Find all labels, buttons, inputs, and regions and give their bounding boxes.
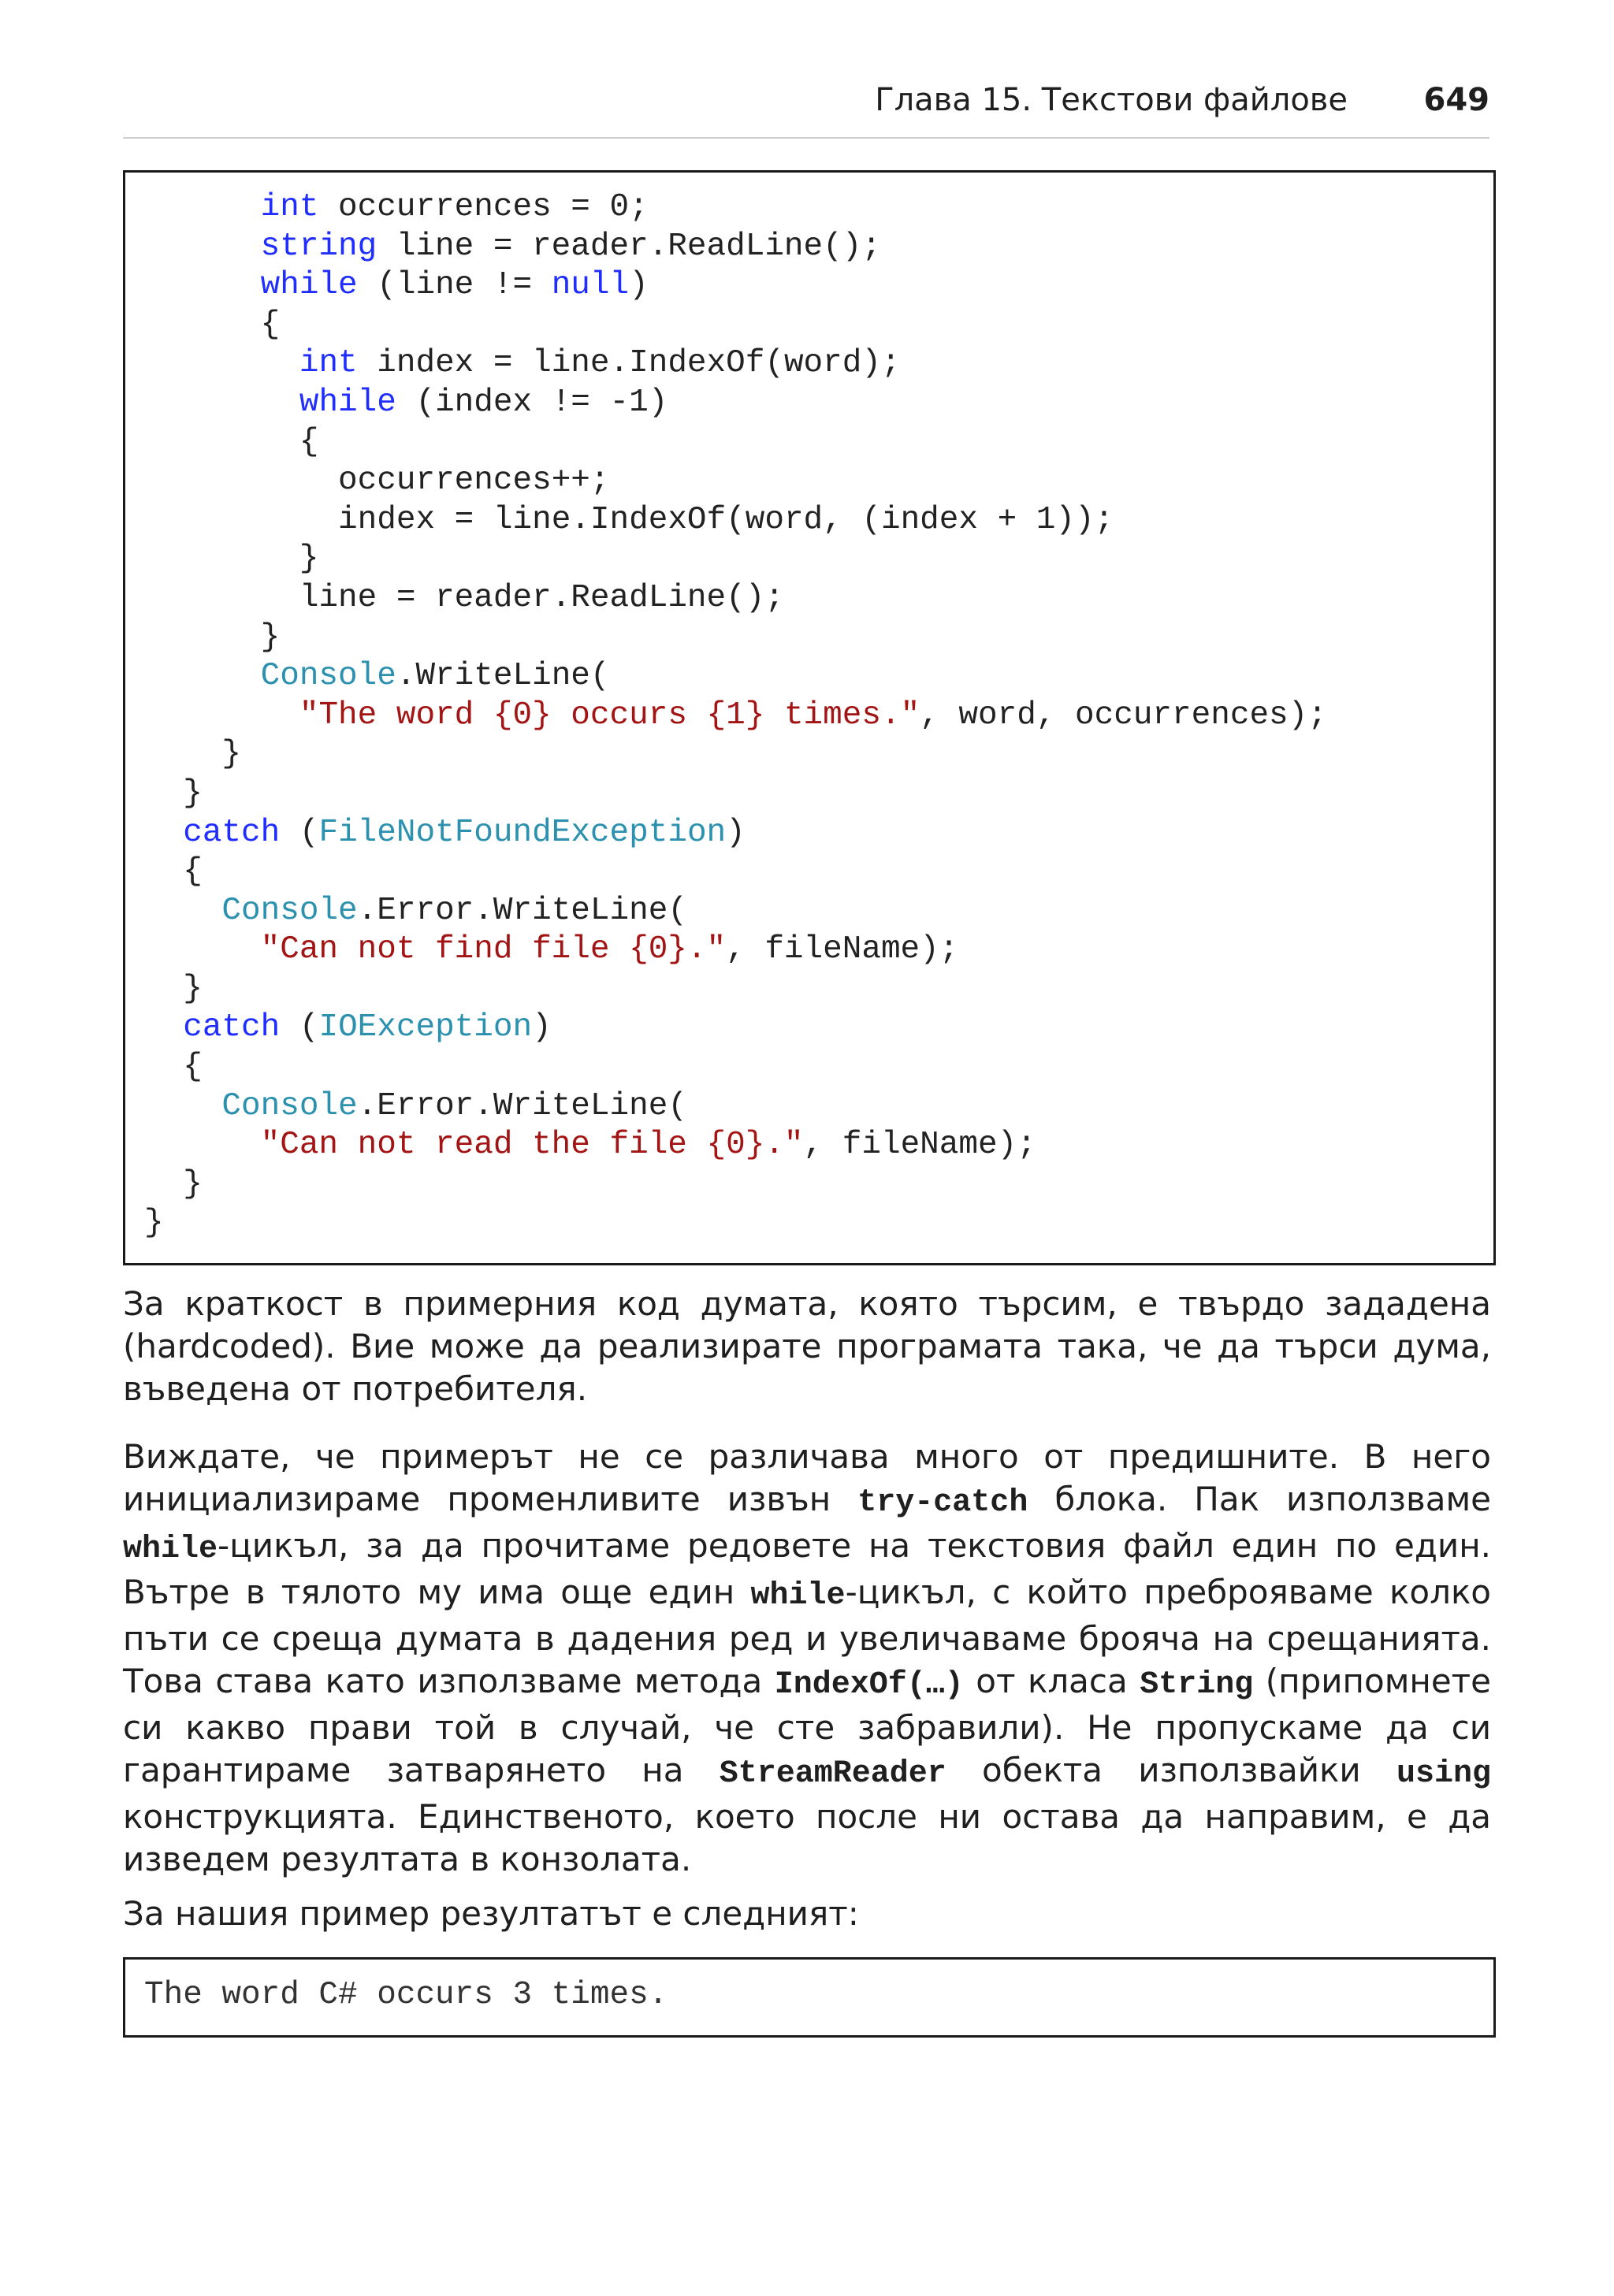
code-line bbox=[144, 931, 1327, 970]
page-number: 649 bbox=[1423, 82, 1489, 118]
code-token: { bbox=[183, 853, 203, 890]
code-token: } bbox=[183, 775, 203, 812]
code-token: } bbox=[144, 1205, 164, 1242]
code-token: occurrences++; bbox=[338, 463, 610, 500]
code-token: , fileName); bbox=[803, 1127, 1036, 1164]
code-token: index = line.IndexOf(word, (index + 1)); bbox=[338, 501, 1114, 538]
text-segment: Виждате, че примерът не се различава много от предишните. В него инициализираме променливите извън bbox=[123, 1437, 1491, 1518]
text-segment: конструкцията. Единственото, което после ни остава да направим, е да изведем резултата в конзолата. bbox=[123, 1797, 1491, 1878]
code-line bbox=[144, 892, 1327, 931]
code-token: int bbox=[299, 345, 358, 382]
chapter-title: Глава 15. Текстови файлове bbox=[875, 82, 1348, 118]
code-line bbox=[144, 188, 1327, 228]
console-output bbox=[123, 1957, 1496, 2038]
code-token: line = reader.ReadLine(); bbox=[377, 228, 881, 265]
code-line bbox=[144, 735, 1327, 775]
code-line bbox=[144, 462, 1327, 501]
code-token: "Can not find file {0}." bbox=[260, 931, 727, 968]
code-token: null bbox=[551, 267, 630, 304]
inline-code: String bbox=[1140, 1667, 1254, 1703]
text-segment: блока. Пак използваме bbox=[1028, 1480, 1491, 1518]
code-token: } bbox=[299, 541, 319, 578]
code-line bbox=[144, 657, 1327, 697]
console-output-text: The word C# occurs 3 times. bbox=[144, 1977, 668, 2013]
code-token: (index != -1) bbox=[396, 384, 668, 421]
code-token: } bbox=[183, 970, 203, 1007]
inline-code: IndexOf(…) bbox=[774, 1667, 964, 1703]
code-line bbox=[144, 384, 1327, 423]
code-token: line = reader.ReadLine(); bbox=[299, 579, 784, 616]
code-line bbox=[144, 579, 1327, 619]
code-line bbox=[144, 423, 1327, 463]
code-token: ( bbox=[280, 814, 319, 851]
code-line bbox=[144, 697, 1327, 736]
code-line bbox=[144, 814, 1327, 853]
paragraph-explanation bbox=[123, 1436, 1491, 1881]
code-token: occurrences = 0; bbox=[318, 189, 649, 225]
paragraph-hardcoded-note: За краткост в примерния код думата, която търсим, е твърдо зададена (hardcoded). Вие може да реализирате програмата така, че да търси дума, въведена от потребителя. bbox=[123, 1284, 1491, 1408]
code-token: } bbox=[260, 619, 281, 656]
code-line bbox=[144, 1126, 1327, 1165]
code-line bbox=[144, 540, 1327, 579]
code-token: IOException bbox=[318, 1009, 533, 1046]
code-block bbox=[144, 188, 1327, 1243]
code-line bbox=[144, 1048, 1327, 1087]
page-header bbox=[123, 79, 1489, 139]
code-line bbox=[144, 1087, 1327, 1127]
code-line bbox=[144, 501, 1327, 541]
text-segment: обекта използвайки bbox=[946, 1751, 1396, 1789]
code-token: .WriteLine( bbox=[396, 658, 610, 695]
code-token: { bbox=[299, 423, 319, 460]
code-token: Console bbox=[221, 1087, 358, 1124]
code-line bbox=[144, 306, 1327, 345]
code-token: , fileName); bbox=[726, 931, 959, 968]
code-token: while bbox=[299, 384, 396, 421]
code-token: { bbox=[260, 306, 281, 343]
text-segment: -цикъл, за да прочитаме редовете на текстовия файл един по един. Вътре в тялото му има още един bbox=[123, 1526, 1491, 1611]
code-token: int bbox=[260, 189, 319, 225]
code-token: Console bbox=[221, 892, 358, 929]
code-token: ) bbox=[532, 1009, 552, 1046]
code-token: } bbox=[183, 1165, 203, 1202]
code-token: Console bbox=[260, 658, 396, 695]
code-token: ) bbox=[629, 267, 649, 304]
code-token: "The word {0} occurs {1} times." bbox=[299, 697, 920, 734]
code-line bbox=[144, 344, 1327, 384]
code-line bbox=[144, 266, 1327, 306]
code-token: } bbox=[221, 736, 242, 773]
inline-code: StreamReader bbox=[719, 1756, 946, 1792]
code-token: .Error.WriteLine( bbox=[357, 892, 687, 929]
code-token: catch bbox=[183, 1009, 281, 1046]
inline-code: try-catch bbox=[857, 1485, 1028, 1521]
code-line bbox=[144, 228, 1327, 267]
text-segment: от класа bbox=[963, 1662, 1140, 1700]
code-token: (line != bbox=[357, 267, 552, 304]
code-token: .Error.WriteLine( bbox=[357, 1087, 687, 1124]
inline-code: while bbox=[750, 1578, 846, 1614]
inline-code: while bbox=[123, 1532, 218, 1567]
code-token: { bbox=[183, 1049, 203, 1086]
code-line bbox=[144, 853, 1327, 892]
code-line bbox=[144, 970, 1327, 1009]
text-segment: -цикъл, с който преброяваме колко пъти се среща думата в дадения ред и увеличаваме брояча на срещанията. Това става като използваме метода bbox=[123, 1573, 1492, 1700]
code-line bbox=[144, 1009, 1327, 1048]
code-line bbox=[144, 1204, 1327, 1243]
code-listing bbox=[123, 170, 1496, 1265]
code-token: FileNotFoundException bbox=[318, 814, 727, 851]
code-token: , word, occurrences); bbox=[920, 697, 1327, 734]
code-token: index = line.IndexOf(word); bbox=[357, 345, 901, 382]
code-line bbox=[144, 1165, 1327, 1205]
inline-code: using bbox=[1396, 1756, 1491, 1792]
code-line bbox=[144, 619, 1327, 658]
code-token: catch bbox=[183, 814, 281, 851]
code-token: "Can not read the file {0}." bbox=[260, 1127, 804, 1164]
code-line bbox=[144, 775, 1327, 814]
code-token: string bbox=[260, 228, 377, 265]
code-token: while bbox=[260, 267, 358, 304]
code-token: ( bbox=[280, 1009, 319, 1046]
text-segment: (припомнете си какво прави той в случай, че сте забравили). Не пропускаме да си гарантираме затварянето на bbox=[123, 1662, 1491, 1789]
paragraph-result-intro: За нашия пример резултатът е следният: bbox=[123, 1894, 859, 1933]
code-token: ) bbox=[726, 814, 746, 851]
